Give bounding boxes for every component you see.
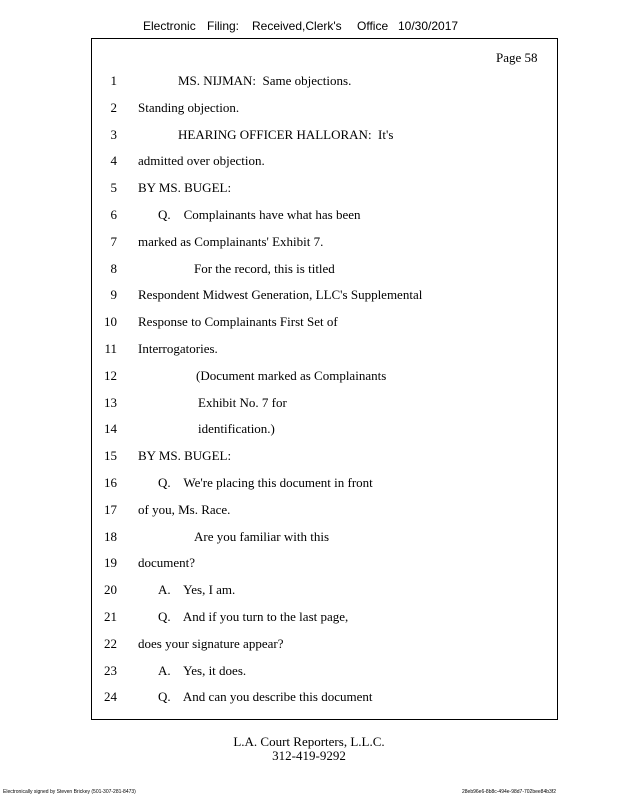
line-text: Response to Complainants First Set of bbox=[138, 314, 338, 329]
header-electronic: Electronic bbox=[143, 19, 196, 33]
header-date: 10/30/2017 bbox=[398, 19, 459, 33]
line-text: MS. NIJMAN: Same objections. bbox=[178, 73, 352, 88]
reporter-phone: 312-419-9292 bbox=[272, 748, 346, 763]
line-number: 17 bbox=[104, 502, 117, 517]
line-text: A. Yes, I am. bbox=[158, 582, 236, 597]
line-number: 15 bbox=[104, 448, 117, 463]
line-number: 5 bbox=[110, 180, 117, 195]
line-text: Exhibit No. 7 for bbox=[198, 395, 287, 410]
filing-header bbox=[0, 19, 618, 37]
line-number: 21 bbox=[104, 609, 117, 624]
transcript-line bbox=[91, 688, 558, 706]
line-number: 13 bbox=[104, 395, 117, 410]
line-number: 20 bbox=[104, 582, 117, 597]
transcript-line bbox=[91, 447, 558, 465]
transcript-line bbox=[91, 152, 558, 170]
document-hash: 28eb96e6-8b8c-494e-98d7-702bee84b3f2 bbox=[462, 789, 556, 795]
line-text: Q. And if you turn to the last page, bbox=[158, 609, 349, 624]
header-received: Received,Clerk's bbox=[252, 19, 342, 33]
line-text: HEARING OFFICER HALLORAN: It's bbox=[178, 127, 394, 142]
transcript-line bbox=[91, 501, 558, 519]
line-text: admitted over objection. bbox=[138, 153, 265, 168]
line-number: 4 bbox=[110, 153, 117, 168]
transcript-line bbox=[91, 340, 558, 358]
line-number: 11 bbox=[104, 341, 117, 356]
line-text: Q. And can you describe this document bbox=[158, 689, 373, 704]
line-number: 8 bbox=[110, 261, 117, 276]
line-text: Interrogatories. bbox=[138, 341, 218, 356]
transcript-line bbox=[91, 72, 558, 90]
line-text: does your signature appear? bbox=[138, 636, 284, 651]
reporter-name: L.A. Court Reporters, L.L.C. bbox=[233, 734, 385, 749]
line-number: 3 bbox=[110, 127, 117, 142]
line-number: 10 bbox=[104, 314, 117, 329]
line-text: Are you familiar with this bbox=[194, 529, 330, 544]
line-number: 9 bbox=[110, 287, 117, 302]
line-text: For the record, this is titled bbox=[194, 261, 335, 276]
transcript-line bbox=[91, 554, 558, 572]
transcript-line bbox=[91, 367, 558, 385]
header-filing: Filing: bbox=[207, 19, 240, 33]
line-text: A. Yes, it does. bbox=[158, 663, 247, 678]
line-number: 14 bbox=[104, 421, 117, 436]
line-text: identification.) bbox=[198, 421, 275, 436]
line-text: Q. We're placing this document in front bbox=[158, 475, 373, 490]
transcript-line bbox=[91, 528, 558, 546]
transcript-line bbox=[91, 313, 558, 331]
transcript-line bbox=[91, 581, 558, 599]
line-number: 23 bbox=[104, 663, 117, 678]
transcript-line bbox=[91, 662, 558, 680]
line-number: 12 bbox=[104, 368, 117, 383]
line-text: of you, Ms. Race. bbox=[138, 502, 231, 517]
line-number: 22 bbox=[104, 636, 117, 651]
line-text: Standing objection. bbox=[138, 100, 240, 115]
transcript-line bbox=[91, 179, 558, 197]
e-signature-line: Electronically signed by Steven Brickey (501-307-281-8473) bbox=[3, 789, 136, 795]
line-number: 19 bbox=[104, 555, 117, 570]
transcript-line bbox=[91, 635, 558, 653]
line-text: (Document marked as Complainants bbox=[196, 368, 387, 383]
transcript-line bbox=[91, 233, 558, 251]
transcript-line bbox=[91, 126, 558, 144]
line-text: document? bbox=[138, 555, 196, 570]
transcript-line bbox=[91, 99, 558, 117]
line-number: 1 bbox=[110, 73, 117, 88]
line-text: Respondent Midwest Generation, LLC's Supplemental bbox=[138, 287, 423, 302]
page-number: Page 58 bbox=[496, 50, 538, 65]
line-text: Q. Complainants have what has been bbox=[158, 207, 361, 222]
line-number: 24 bbox=[104, 689, 117, 704]
line-text: marked as Complainants' Exhibit 7. bbox=[138, 234, 324, 249]
transcript-line bbox=[91, 420, 558, 438]
transcript-line bbox=[91, 286, 558, 304]
transcript-line bbox=[91, 608, 558, 626]
line-number: 6 bbox=[110, 207, 117, 222]
transcript-line bbox=[91, 260, 558, 278]
header-office: Office bbox=[357, 19, 389, 33]
line-number: 7 bbox=[110, 234, 117, 249]
line-number: 16 bbox=[104, 475, 117, 490]
transcript-line bbox=[91, 394, 558, 412]
line-number: 18 bbox=[104, 529, 117, 544]
transcript-line bbox=[91, 474, 558, 492]
line-text: BY MS. BUGEL: bbox=[138, 448, 232, 463]
line-number: 2 bbox=[110, 100, 117, 115]
line-text: BY MS. BUGEL: bbox=[138, 180, 232, 195]
transcript-line bbox=[91, 206, 558, 224]
